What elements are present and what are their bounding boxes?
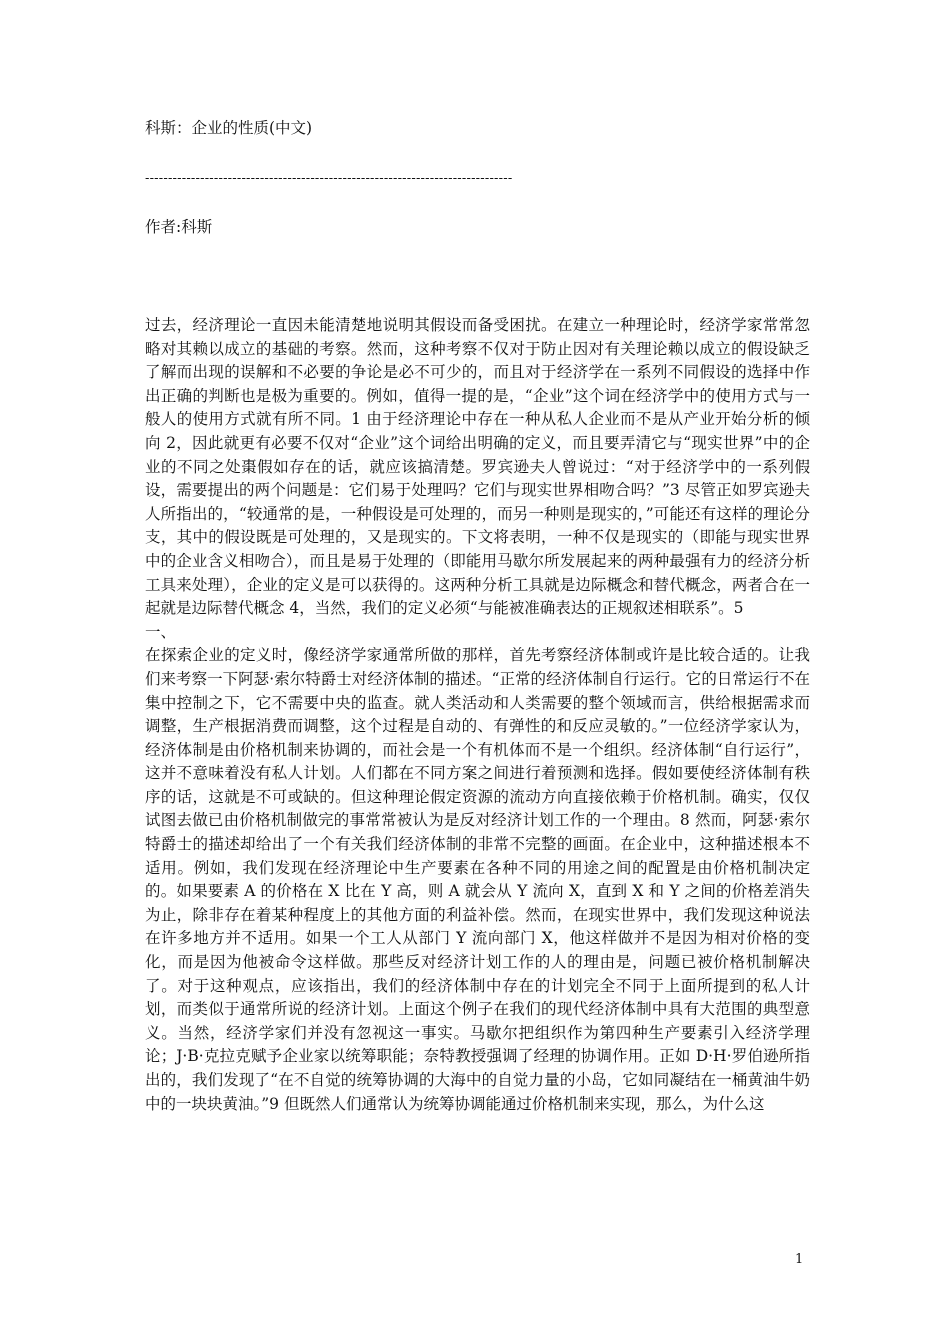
body-text <box>145 314 810 1116</box>
paragraph-intro: 过去，经济理论一直因未能清楚地说明其假设而备受困扰。在建立一种理论时，经济学家常常忽略对其赖以成立的基础的考察。然而，这种考察不仅对于防止因对有关理论赖以成立的假设缺乏了解而出现的误解和不必要的争论是必不可少的，而且对于经济学在一系列不同假设的选择中作出正确的判断也是极为重要的。例如，值得一提的是，“企业”这个词在经济学中的使用方式与一般人的使用方式就有所不同。1 由于经济理论中存在一种从私人企业而不是从产业开始分析的倾向 2，因此就更有必要不仅对“企业”这个词给出明确的定义，而且要弄清它与“现实世界”中的企业的不同之处棗假如存在的话，就应该搞清楚。罗宾逊夫人曾说过：“对于经济学中的一系列假设，需要提出的两个问题是：它们易于处理吗？它们与现实世界相吻合吗？”3 尽管正如罗宾逊夫人所指出的，“较通常的是，一种假设是可处理的，而另一种则是现实的，”可能还有这样的理论分支，其中的假设既是可处理的，又是现实的。下文将表明，一种不仅是现实的（即能与现实世界中的企业含义相吻合），而且是易于处理的（即能用马歇尔所发展起来的两种最强有力的经济分析工具来处理），企业的定义是可以获得的。这两种分析工具就是边际概念和替代概念，两者合在一起就是边际替代概念 4，当然，我们的定义必须“与能被准确表达的正规叙述相联系”。5 <box>145 316 810 618</box>
author-line: 作者:科斯 <box>145 218 213 236</box>
section-heading-one: 一、 <box>145 622 177 641</box>
paragraph-section-one: 在探索企业的定义时，像经济学家通常所做的那样，首先考察经济体制或许是比较合适的。让我们来考察一下阿瑟·索尔特爵士对经济体制的描述。“正常的经济体制自行运行。它的日常运行不在集中控制之下，它不需要中央的监查。就人类活动和人类需要的整个领域而言，供给根据需求而调整，生产根据消费而调整，这个过程是自动的、有弹性的和反应灵敏的。”一位经济学家认为，经济体制是由价格机制来协调的，而社会是一个有机体而不是一个组织。经济体制“自行运行”，这并不意味着没有私人计划。人们都在不同方案之间进行着预测和选择。假如要使经济体制有秩序的话，这就是不可或缺的。但这种理论假定资源的流动方向直接依赖于价格机制。确实，仅仅试图去做已由价格机制做完的事常常被认为是反对经济计划工作的一个理由。8 然而，阿瑟·索尔特爵士的描述却给出了一个有关我们经济体制的非常不完整的画面。在企业中，这种描述根本不适用。例如，我们发现在经济理论中生产要素在各种不同的用途之间的配置是由价格机制决定的。如果要素 A 的价格在 X 比在 Y 高，则 A 就会从 Y 流向 X，直到 X 和 Y 之间的价格差消失为止，除非存在着某种程度上的其他方面的利益补偿。然而，在现实世界中，我们发现这种说法在许多地方并不适用。如果一个工人从部门 Y 流向部门 X，他这样做并不是因为相对价格的变化，而是因为他被命令这样做。那些反对经济计划工作的人的理由是，问题已被价格机制解决了。对于这种观点，应该指出，我们的经济体制中存在的计划完全不同于上面所提到的私人计划，而类似于通常所说的经济计划。上面这个例子在我们的现代经济体制中具有大范围的典型意义。当然，经济学家们并没有忽视这一事实。马歇尔把组织作为第四种生产要素引入经济学理论；J·B·克拉克赋予企业家以统筹职能；奈特教授强调了经理的协调作用。正如 D·H·罗伯逊所指出的，我们发现了“在不自觉的统筹协调的大海中的自觉力量的小岛，它如同凝结在一桶黄油牛奶中的一块块黄油。”9 但既然人们通常认为统筹协调能通过价格机制来实现，那么，为什么这 <box>145 646 810 1113</box>
document-title: 科斯：企业的性质(中文) <box>145 119 313 137</box>
divider-line: -------------------------------------------------------------------------------- <box>145 171 513 186</box>
page-number: 1 <box>795 1252 804 1267</box>
